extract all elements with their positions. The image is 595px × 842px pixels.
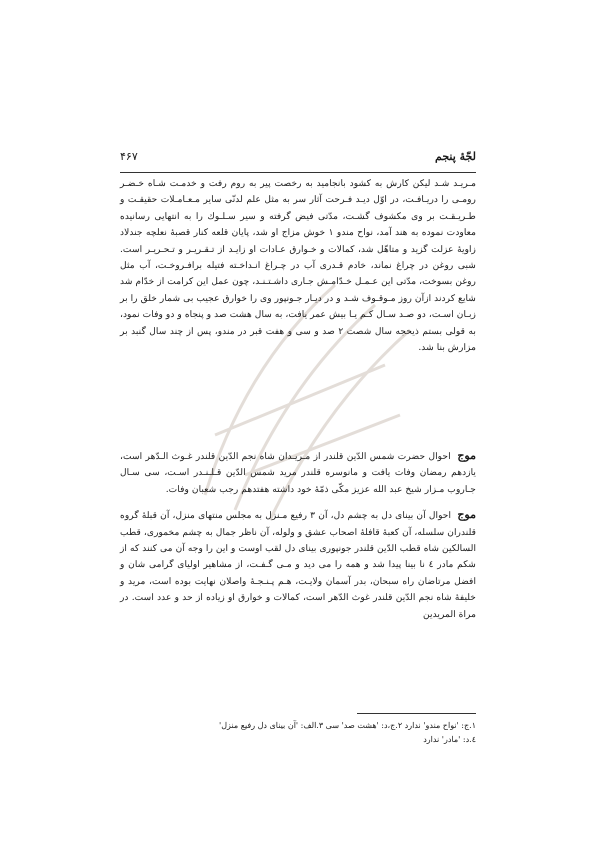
footnotes	[120, 719, 476, 747]
paragraph-3	[120, 507, 476, 623]
footnote-rule	[357, 713, 476, 714]
chapter-title: لجّهٔ پنجم	[435, 150, 476, 163]
paragraph-3-text: احوال آن بینای دل به چشم دل، آن ٣ رفیع مـنزل به مجلس منتهای منزل، آن قبلهٔ گروه قلندران سلسله، آن کعبهٔ قافلهٔ اصحاب عشق و ولوله، آن ناظر جمال به چشم مخموری، قطب السالکین شاه قطب الدّین قلندر جونپوری بینای دل لقب اوست و این را وجه آن می کنند که از شکم مادر ٤ نا بینا پیدا شد و همه را می دید و مـی گـفـت، از مشاهیر اولیای گرامی شان و افضل مرتاضان راه سبحان، بدر آسمان ولایـت، هـم پـنـجـهٔ واصلان نهایت بوده است، مرید و خلیفهٔ شاه نجم الدّین قلندر غوث الدّهر است، کمالات و خوارق او زیاده از حد و عدد است. در مراة المریدین	[120, 510, 477, 620]
paragraph-1: مـریـد شـد لیکن کارش به کشود بانجامید به رخصت پیر به روم رفت و خدمـت شـاه خـضـر رومـی را دریـافـت، در اوّل دیـد فـرحت آثار سر به مثل علم لدنّی سایر مـعـامـلات حقیقـت و طـریـقـت بر وی مکشوف گشـت، مدّتی فیض گرفته و سیر سـلـوك را به انتهایی رسانیده معاودت نموده به هند آمد، نواح مندو ١ خوش مزاج او شد، پایان قلعه کنار قصبهٔ نعلچه جندلاد زاویهٔ عزلت گزید و متاهّل شد، کمالات و خـوارق عـادات او زایـد از تـقـریـر و تـحـریـر است. شبی روغن در چراغ نماند، خادم قـدری آب در چـراغ انـداخـته فتیله برافـروخـت، آب مثل روغن بسوخت، مدّتی این عـمـل خـدّامـش جـاری داشـتـنـد، چون عمل این کرامت از خدّام شد شایع کردند ازآن روز مـوقـوف شـد و در دیـار جـونپور وی را خوارق عجیب بی شمار خلق را بر زبـان اسـت، دو صـد سـال کـم یـا بیش عمر یافت، به سال هشت صد و پنجاه و دو وفات نمود، به قولی بستم ذیحجه سال شصت ٢ صد و سی و هفت قبر در مندو، پس از چند سال گنبد بر مزارش بنا شد.	[120, 178, 476, 354]
header-rule	[120, 172, 476, 173]
paragraph-2	[120, 448, 476, 498]
footnote-line-1: ١.ج: 'نواح مندو' ندارد ٢.ج،د: 'هشت صد' سی ٣.الف: 'آن بینای دل رفیع منزل'	[219, 721, 476, 730]
running-header	[120, 150, 476, 170]
page-number: ۴۶۷	[120, 150, 138, 163]
section-marker-mouj: موج	[457, 449, 476, 462]
main-text	[120, 176, 476, 623]
footnote-line-2: ٤.د: 'مادر' ندارد	[423, 735, 476, 744]
section-marker-mouj: موج	[457, 508, 477, 522]
paragraph-2-text: احوال حضرت شمس الدّین قلندر از مـریـدان شاه نجم الدّین قلندر غـوث الـدّهر است، یازدهم رمضان وفات یافت و مانوسره قلندر مرید شمس الدّین قـلـنـدر اسـت، سی سـال جـاروب مـزار شیخ عبد الله عزیز مکّی ذمّهٔ خود داشته هفتدهم رجب شعبان وفات.	[120, 451, 476, 495]
